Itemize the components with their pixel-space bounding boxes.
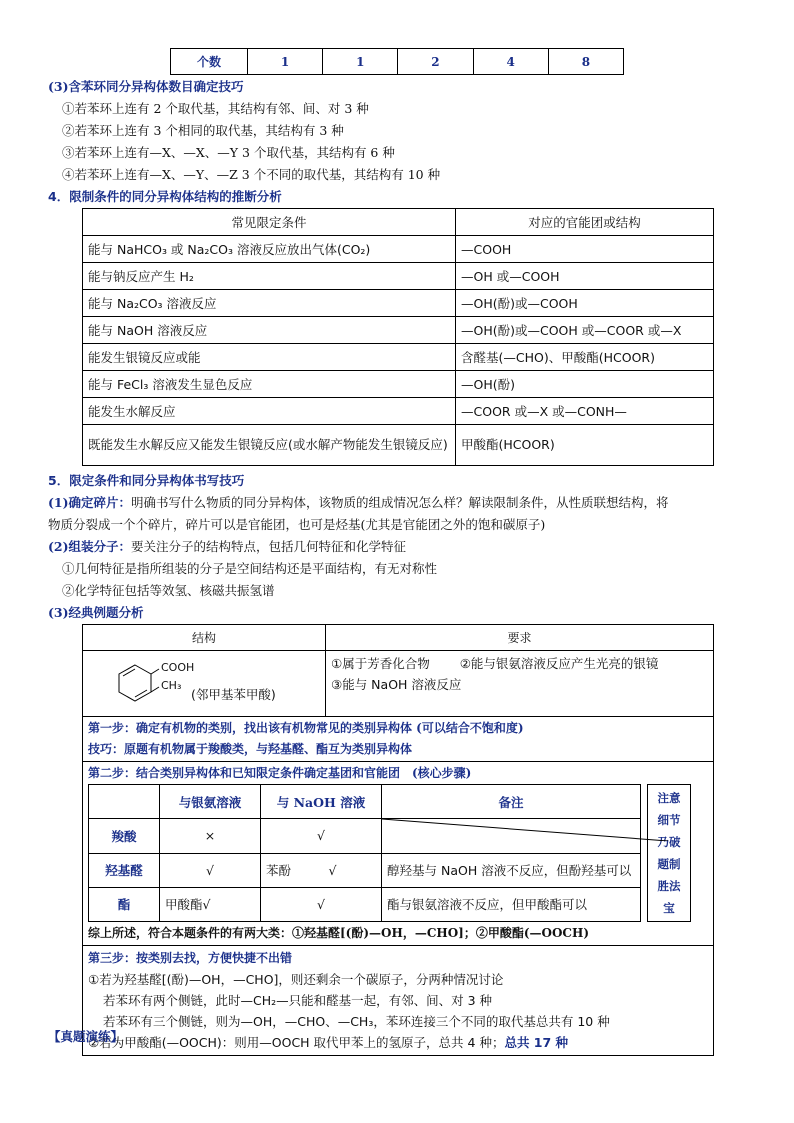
step-3: 第三步：按类别去找，方便快捷不出错 (88, 951, 293, 965)
molecule-name: (邻甲基苯甲酸) (191, 687, 276, 702)
group-cell: —OH 或—COOH (456, 263, 714, 290)
group-cell: 甲酸酯(HCOOR) (456, 425, 714, 466)
step3-line-last (88, 1032, 708, 1053)
paragraph-3: (3)经典例题分析 (48, 605, 144, 620)
note-cell: 醇羟基与 NaOH 溶液不反应，但酚羟基可以 (382, 853, 641, 887)
silver-cell: 甲酸酯√ (160, 887, 261, 921)
count-value: 4 (473, 49, 548, 75)
table-row (83, 425, 714, 466)
requirement: ③能与 NaOH 溶液反应 (331, 677, 462, 692)
table-header-row (83, 209, 714, 236)
column-header: 与 NaOH 溶液 (261, 785, 382, 819)
table-row (89, 853, 641, 887)
ch3-label: CH₃ (161, 679, 182, 692)
table-row (83, 317, 714, 344)
silver-cell: √ (160, 853, 261, 887)
class-name: 羟基醛 (89, 853, 160, 887)
paragraph-heading: (1)确定碎片： (48, 495, 132, 510)
table-row (83, 651, 714, 717)
table-row (83, 946, 714, 1056)
condition-cell: 能与钠反应产生 H₂ (83, 263, 456, 290)
side-note: 注意细节乃破题制胜法宝 (647, 784, 691, 922)
table-row (83, 344, 714, 371)
column-header: 要求 (326, 625, 714, 651)
requirements-cell (326, 651, 714, 717)
structure-cell (83, 651, 326, 717)
count-value: 2 (398, 49, 473, 75)
naoh-cell: 苯酚 √ (261, 853, 382, 887)
total: 总共 17 种 (504, 1035, 569, 1050)
paragraph-2-item: ①几何特征是指所组装的分子是空间结构还是平面结构，有无对称性 (62, 561, 438, 576)
paragraph-2 (48, 538, 406, 556)
group-cell: —OH(酚) (456, 371, 714, 398)
paragraph-text: 要关注分子的结构特点，包括几何特征和化学特征 (131, 539, 407, 554)
table-row (83, 236, 714, 263)
group-cell: —OH(酚)或—COOH (456, 290, 714, 317)
example-table (82, 624, 714, 1056)
step2-body (88, 784, 708, 922)
isomer-table (88, 784, 641, 922)
table-row (83, 762, 714, 946)
requirement: ②能与银氨溶液反应产生光亮的银镜 (459, 656, 659, 671)
table-row (83, 717, 714, 762)
paragraph-heading: (2)组装分子： (48, 539, 132, 554)
requirement-line (331, 653, 708, 674)
note-cell: 酯与银氨溶液不反应，但甲酸酯可以 (382, 887, 641, 921)
group-cell: —OH(酚)或—COOH 或—COOR 或—X (456, 317, 714, 344)
table-header-row (89, 785, 641, 819)
condition-cell: 能发生水解反应 (83, 398, 456, 425)
naoh-cell: √ (261, 819, 382, 853)
corner-cell (89, 785, 160, 819)
condition-cell: 既能发生水解反应又能发生银镜反应(或水解产物能发生银镜反应) (83, 425, 456, 466)
group-cell: —COOR 或—X 或—CONH— (456, 398, 714, 425)
step3-line: ②若为甲酸酯(—OOCH)：则用—OOCH 取代甲苯上的氢原子，总共 4 种； (88, 1035, 505, 1050)
naoh-cell: √ (261, 887, 382, 921)
section3-item: ④若苯环上连有—X、—Y、—Z 3 个不同的取代基，其结构有 10 种 (62, 167, 441, 182)
column-header: 备注 (382, 785, 641, 819)
class-name: 羧酸 (89, 819, 160, 853)
conditions-table (82, 208, 714, 466)
column-header: 结构 (83, 625, 326, 651)
column-header: 对应的官能团或结构 (456, 209, 714, 236)
step-2: 第二步：结合类别异构体和已知限定条件确定基团和官能团 (核心步骤) (88, 766, 472, 780)
count-table (170, 48, 624, 75)
count-value: 8 (548, 49, 623, 75)
requirement: ①属于芳香化合物 (331, 656, 430, 671)
step3-line: ①若为羟基醛[(酚)—OH，—CHO]，则还剩余一个碳原子，分两种情况讨论 (88, 972, 504, 987)
paragraph-2-item: ②化学特征包括等效氢、核磁共振氢谱 (62, 583, 275, 598)
step-1: 第一步：确定有机物的类别，找出该有机物常见的类别异构体 (可以结合不饱和度) (88, 721, 524, 735)
group-cell: 含醛基(—CHO)、甲酸酯(HCOOR) (456, 344, 714, 371)
diagonal-line-icon (382, 819, 668, 841)
condition-cell: 能发生银镜反应或能 (83, 344, 456, 371)
count-value: 1 (323, 49, 398, 75)
condition-cell: 能与 NaOH 溶液反应 (83, 317, 456, 344)
table-row (83, 398, 714, 425)
step3-line: 若苯环有两个侧链，此时—CH₂—只能和醛基一起，有邻、间、对 3 种 (103, 993, 493, 1008)
section5-title: 5．限定条件和同分异构体书写技巧 (48, 473, 245, 488)
step2-cell (83, 762, 714, 946)
paragraph-1 (48, 494, 669, 512)
cooh-label: COOH (161, 661, 195, 674)
footer-heading: 【真题演练】 (48, 1029, 124, 1044)
table-header-row (83, 625, 714, 651)
summary: 综上所述，符合本题条件的有两大类：①羟基醛[(酚)—OH，—CHO]；②甲酸酯(—OOCH) (88, 926, 589, 940)
paragraph-1-cont: 物质分裂成一个个碎片，碎片可以是官能团，也可是烃基(尤其是官能团之外的饱和碳原子) (48, 517, 546, 532)
condition-cell: 能与 Na₂CO₃ 溶液反应 (83, 290, 456, 317)
column-header: 与银氨溶液 (160, 785, 261, 819)
section3-title: (3)含苯环同分异构体数目确定技巧 (48, 79, 244, 94)
condition-cell: 能与 FeCl₃ 溶液发生显色反应 (83, 371, 456, 398)
step3-cell (83, 946, 714, 1056)
class-name: 酯 (89, 887, 160, 921)
table-row (83, 263, 714, 290)
step3-line: 若苯环有三个侧链，则为—OH，—CHO、—CH₃，苯环连接三个不同的取代基总共有 10 种 (103, 1014, 610, 1029)
note-cell (382, 819, 641, 853)
column-header: 常见限定条件 (83, 209, 456, 236)
condition-cell: 能与 NaHCO₃ 或 Na₂CO₃ 溶液反应放出气体(CO₂) (83, 236, 456, 263)
section3-item: ②若苯环上连有 3 个相同的取代基，其结构有 3 种 (62, 123, 344, 138)
silver-cell: × (160, 819, 261, 853)
table-row (89, 819, 641, 853)
count-header: 个数 (171, 49, 248, 75)
count-row (171, 49, 624, 75)
paragraph-text: 明确书写什么物质的同分异构体，该物质的组成情况怎么样？解读限制条件，从性质联想结构，将 (131, 495, 669, 510)
table-row (83, 371, 714, 398)
section3-item: ③若苯环上连有—X、—X、—Y 3 个取代基，其结构有 6 种 (62, 145, 395, 160)
steps-cell (83, 717, 714, 762)
section3-item: ①若苯环上连有 2 个取代基，其结构有邻、间、对 3 种 (62, 101, 369, 116)
count-value: 1 (248, 49, 323, 75)
group-cell: —COOH (456, 236, 714, 263)
tip: 技巧：原题有机物属于羧酸类，与羟基醛、酯互为类别异构体 (88, 742, 413, 756)
table-row (83, 290, 714, 317)
table-row (89, 887, 641, 921)
section4-title: 4．限制条件的同分异构体结构的推断分析 (48, 189, 282, 204)
